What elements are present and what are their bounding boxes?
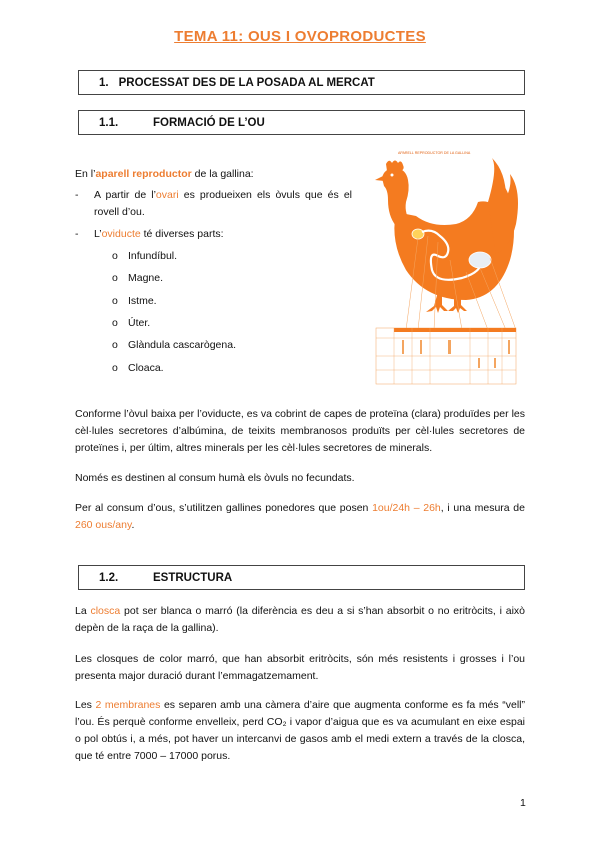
highlight: ovari [155, 189, 179, 201]
hen-reproductive-diagram [366, 142, 526, 394]
highlight: aparell reproductor [95, 168, 192, 180]
sub-bullet-marker: o [112, 250, 118, 262]
section-number: 1. [99, 76, 109, 89]
highlight: closca [90, 605, 121, 617]
egg-organ [469, 252, 491, 268]
section-label: ESTRUCTURA [153, 571, 233, 584]
page-title: TEMA 11: OUS I OVOPRODUCTES [174, 28, 426, 45]
paragraph: Conforme l’òvul baixa per l’oviducte, es va cobrint de capes de proteïna (clara) produïdes per les cèl·lules secretores d’albúmina, de teixits membranosos produïts per cèl·lules secretores de proteïnes i, per últim, altres minerals per les cèl·lules secretores de minerals. [75, 408, 525, 454]
hen-eye [391, 174, 394, 177]
list-item: Úter. [128, 317, 151, 329]
list-item: Magne. [128, 272, 164, 284]
highlight: 260 ous/any [75, 519, 132, 531]
sub-bullet-marker: o [112, 272, 118, 284]
hen-beak [375, 176, 384, 181]
highlight: oviducte [101, 228, 141, 240]
bullet-dash: - [75, 228, 79, 240]
list-item: Infundíbul. [128, 250, 178, 262]
bullet-dash: - [75, 189, 79, 201]
list-item: Istme. [128, 295, 157, 307]
section-heading-1-1 [78, 110, 525, 135]
figure-caption: APARELL REPRODUCTOR DE LA GALLINA [398, 151, 471, 155]
legend-table [376, 328, 516, 384]
highlight: 1ou/24h – 26h [372, 502, 441, 514]
section-heading-1-2 [78, 565, 525, 590]
ovary-organ [412, 229, 424, 239]
page-number: 1 [520, 797, 526, 809]
sub-bullet-marker: o [112, 362, 118, 374]
highlight: 2 membranes [95, 699, 161, 711]
paragraph: Les closques de color marró, que han absorbit eritròcits, són més resistents i grosses i l’ou presenta major duració durant l’emmagatzemament. [75, 653, 525, 682]
section-heading-1 [78, 70, 525, 95]
intro-text: En l’aparell reproductor de la gallina: [75, 168, 254, 180]
list-item: Glàndula cascarògena. [128, 339, 236, 351]
sub-bullet-marker: o [112, 339, 118, 351]
section-label: FORMACIÓ DE L’OU [153, 116, 265, 129]
section-number: 1.1. [99, 116, 119, 129]
paragraph: Per al consum d’ous, s’utilitzen gallines ponedores que posen 1ou/24h – 26h, i una mesura de 260 ous/any. [75, 502, 525, 531]
sub-bullet-marker: o [112, 295, 118, 307]
paragraph: Només es destinen al consum humà els òvuls no fecundats. [75, 472, 355, 484]
paragraph: La closca pot ser blanca o marró (la diferència es deu a si s’han absorbit o no eritròcits, i això depèn de la raça de la gallina). [75, 605, 525, 634]
section-number: 1.2. [99, 571, 119, 584]
list-item: Cloaca. [128, 362, 164, 374]
bullet-oviducte: L’oviducte té diverses parts: [94, 228, 224, 240]
sub-bullet-marker: o [112, 317, 118, 329]
bullet-ovari: A partir de l’ovari es produeixen els òvuls que és el rovell d’ou. [94, 189, 352, 218]
section-label: PROCESSAT DES DE LA POSADA AL MERCAT [118, 76, 375, 89]
paragraph: Les 2 membranes es separen amb una càmera d’aire que augmenta conforme es fa més “vell” l’ou. És perquè conforme envelleix, perd CO₂ i vapor d’aigua que es va acumulant en eixe espai o pol obtús i, a més, pot haver un intercanvi de gasos amb el medi extern a través de la closca, que té entre 7000 – 17000 porus. [75, 699, 525, 762]
